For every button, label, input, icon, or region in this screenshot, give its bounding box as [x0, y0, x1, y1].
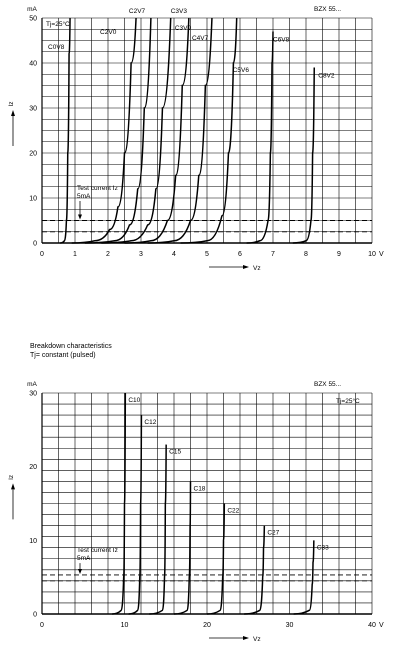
- series-label-c18: C18: [193, 485, 206, 493]
- test-current-value-label: 5mA: [77, 193, 91, 200]
- part-number-label: BZX 55...: [314, 6, 342, 13]
- series-label-c2v7: C2V7: [128, 8, 146, 15]
- x-unit-label: V: [379, 251, 384, 258]
- series-line-c8v2: [293, 68, 314, 244]
- series-label-c27: C27: [267, 529, 280, 537]
- x-axis-title: Vz: [253, 265, 261, 272]
- x-axis-arrow-head: [243, 265, 249, 269]
- x-tick-label: 40: [368, 622, 376, 629]
- part-number-label: BZX 55...: [314, 381, 342, 388]
- test-current-arrow-head: [78, 215, 82, 220]
- y-tick-label: 10: [29, 195, 37, 203]
- series-label-c3v3: C3V3: [170, 8, 187, 15]
- x-tick-label: 5: [205, 251, 209, 258]
- x-unit-label: V: [379, 622, 384, 629]
- y-tick-label: 50: [29, 15, 37, 23]
- series-label-c0v8: C0V8: [48, 44, 65, 51]
- x-tick-label: 9: [337, 251, 341, 258]
- x-tick-label: 20: [203, 622, 211, 629]
- y-tick-label: 30: [29, 390, 37, 398]
- x-tick-label: 10: [368, 251, 376, 258]
- chart-title: Breakdown characteristics: [30, 343, 112, 350]
- y-tick-label: 20: [29, 150, 37, 158]
- x-axis-arrow-head: [243, 636, 249, 640]
- y-unit-label: mA: [27, 381, 37, 388]
- series-label-c12: C12: [144, 419, 157, 427]
- y-axis-title: Iz: [8, 101, 15, 107]
- y-axis-arrow-head: [11, 110, 15, 116]
- y-unit-label: mA: [27, 6, 37, 13]
- series-label-c33: C33: [316, 544, 329, 552]
- test-current-label: Test current Iz: [77, 185, 118, 192]
- y-tick-label: 20: [29, 464, 37, 472]
- x-tick-label: 0: [40, 622, 44, 629]
- junction-temp-label: Tj=25°C: [336, 398, 360, 405]
- y-axis-arrow-head: [11, 483, 15, 489]
- junction-temp-label: Tj=25°C: [46, 21, 70, 28]
- series-label-c6v8: C6V8: [273, 36, 290, 44]
- x-tick-label: 2: [106, 251, 110, 258]
- x-tick-label: 10: [120, 622, 129, 629]
- x-tick-label: 0: [40, 251, 44, 258]
- y-axis-title: Iz: [8, 474, 15, 480]
- x-tick-label: 30: [285, 622, 294, 629]
- series-label-c8v2: C8V2: [318, 72, 335, 80]
- x-tick-label: 3: [139, 251, 143, 258]
- x-tick-label: 6: [238, 251, 242, 258]
- x-tick-label: 1: [73, 251, 77, 258]
- series-label-c2v0: C2V0: [100, 29, 117, 36]
- chart-2: [11, 390, 372, 640]
- series-label-c10: C10: [128, 397, 141, 404]
- test-current-value-label: 5mA: [77, 555, 91, 563]
- chart-1: [11, 15, 372, 269]
- test-current-label: Test current Iz: [77, 547, 118, 555]
- series-label-c22: C22: [227, 507, 240, 515]
- x-tick-label: 4: [172, 251, 176, 258]
- y-tick-label: 40: [29, 60, 37, 68]
- series-label-c5v6: C5V6: [232, 67, 249, 74]
- x-tick-label: 7: [271, 251, 275, 258]
- y-tick-label: 0: [33, 240, 37, 248]
- series-label-c3v9: C3V9: [174, 25, 192, 32]
- series-label-c4v7: C4V7: [191, 35, 209, 42]
- x-tick-label: 8: [304, 251, 308, 258]
- y-tick-label: 0: [33, 611, 37, 619]
- x-axis-title: Vz: [253, 636, 261, 643]
- series-label-c15: C15: [169, 448, 182, 456]
- test-current-arrow-head: [78, 569, 82, 574]
- y-tick-label: 30: [29, 105, 37, 113]
- chart-subtitle: Tj= constant (pulsed): [30, 352, 96, 359]
- y-tick-label: 10: [29, 537, 37, 545]
